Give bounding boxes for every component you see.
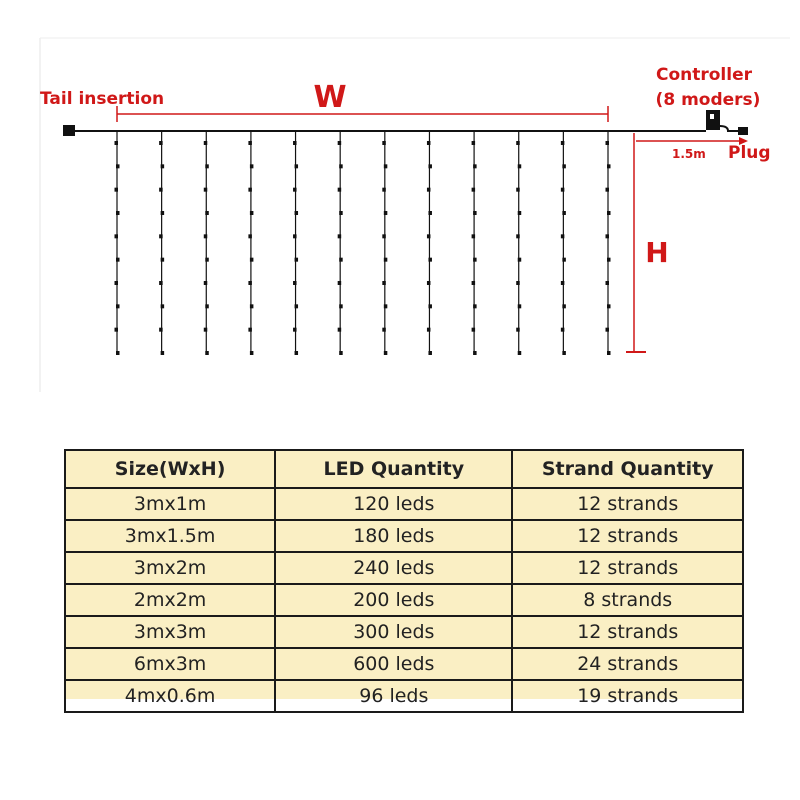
led-bulb [339, 164, 343, 168]
led-bulb [561, 328, 565, 332]
led-bulb [159, 281, 163, 285]
led-bulb [205, 211, 209, 215]
specification-table [64, 449, 744, 713]
led-bulb [382, 234, 386, 238]
led-bulb [382, 188, 386, 192]
led-bulb [248, 188, 252, 192]
table-row [65, 488, 743, 520]
height-label: H [645, 236, 669, 269]
cell-led-quantity: 240 leds [275, 552, 512, 584]
led-bulb [204, 281, 208, 285]
led-bulb [561, 188, 565, 192]
strands-group [115, 131, 611, 355]
led-bulb [561, 141, 565, 145]
led-bulb [161, 211, 165, 215]
led-bulb [295, 351, 299, 355]
table-row [65, 584, 743, 616]
cell-strand-quantity: 19 strands [512, 680, 743, 712]
led-bulb [338, 188, 342, 192]
cell-size: 6mx3m [65, 648, 275, 680]
led-bulb [473, 351, 477, 355]
led-bulb [562, 211, 566, 215]
cell-size: 3mx2m [65, 552, 275, 584]
cell-led-quantity: 96 leds [275, 680, 512, 712]
led-bulb [384, 164, 388, 168]
cell-led-quantity: 180 leds [275, 520, 512, 552]
cable-length-label: 1.5m [672, 147, 706, 161]
led-bulb [205, 164, 209, 168]
led-bulb [115, 281, 119, 285]
led-bulb [159, 188, 163, 192]
led-bulb [250, 258, 254, 262]
led-bulb [473, 304, 477, 308]
tail-insertion-label: Tail insertion [40, 89, 165, 109]
led-bulb [516, 141, 520, 145]
cell-strand-quantity: 12 strands [512, 520, 743, 552]
led-bulb [295, 304, 299, 308]
led-bulb [606, 188, 610, 192]
led-bulb [250, 211, 254, 215]
table-row [65, 520, 743, 552]
led-bulb [295, 164, 299, 168]
led-bulb [204, 188, 208, 192]
led-bulb [382, 141, 386, 145]
led-bulb [295, 211, 299, 215]
led-bulb [518, 258, 522, 262]
header-strand-quantity: Strand Quantity [512, 450, 743, 488]
led-bulb [427, 328, 431, 332]
led-bulb [205, 258, 209, 262]
led-bulb [428, 211, 432, 215]
led-bulb [339, 258, 343, 262]
led-bulb [293, 188, 297, 192]
led-bulb [473, 211, 477, 215]
led-bulb [472, 234, 476, 238]
led-bulb [562, 304, 566, 308]
cell-led-quantity: 600 leds [275, 648, 512, 680]
led-bulb [607, 211, 611, 215]
cell-led-quantity: 200 leds [275, 584, 512, 616]
cell-size: 3mx1.5m [65, 520, 275, 552]
led-bulb [562, 351, 566, 355]
table-row [65, 552, 743, 584]
led-bulb [293, 281, 297, 285]
led-bulb [161, 351, 165, 355]
led-bulb [338, 234, 342, 238]
width-label: W [313, 80, 347, 115]
led-bulb [338, 328, 342, 332]
led-bulb [606, 328, 610, 332]
led-bulb [339, 351, 343, 355]
cell-strand-quantity: 12 strands [512, 616, 743, 648]
controller-box [706, 110, 720, 130]
led-bulb [293, 234, 297, 238]
led-bulb [248, 328, 252, 332]
header-size: Size(WxH) [65, 450, 275, 488]
led-bulb [250, 304, 254, 308]
led-bulb [606, 234, 610, 238]
led-bulb [428, 351, 432, 355]
led-bulb [248, 141, 252, 145]
table-row [65, 680, 743, 712]
led-bulb [384, 304, 388, 308]
led-bulb [427, 281, 431, 285]
led-bulb [516, 328, 520, 332]
led-bulb [472, 328, 476, 332]
controller-button [710, 114, 714, 119]
led-bulb [472, 281, 476, 285]
led-bulb [607, 164, 611, 168]
led-bulb [116, 211, 120, 215]
led-bulb [159, 328, 163, 332]
led-bulb [205, 351, 209, 355]
cell-led-quantity: 120 leds [275, 488, 512, 520]
led-bulb [384, 351, 388, 355]
plug-icon [738, 127, 748, 135]
led-bulb [159, 234, 163, 238]
led-bulb [516, 281, 520, 285]
led-bulb [338, 281, 342, 285]
led-bulb [561, 281, 565, 285]
led-bulb [607, 304, 611, 308]
led-bulb [204, 328, 208, 332]
led-bulb [293, 328, 297, 332]
header-led-quantity: LED Quantity [275, 450, 512, 488]
led-bulb [427, 234, 431, 238]
led-bulb [606, 281, 610, 285]
cell-strand-quantity: 8 strands [512, 584, 743, 616]
led-bulb [518, 304, 522, 308]
led-bulb [518, 211, 522, 215]
specification-table-wrapper [64, 449, 744, 707]
led-bulb [339, 304, 343, 308]
led-bulb [116, 304, 120, 308]
led-bulb [473, 164, 477, 168]
led-bulb [472, 141, 476, 145]
led-bulb [472, 188, 476, 192]
led-bulb [250, 351, 254, 355]
led-bulb [473, 258, 477, 262]
led-bulb [518, 164, 522, 168]
led-bulb [338, 141, 342, 145]
led-bulb [427, 141, 431, 145]
led-bulb [427, 188, 431, 192]
led-bulb [116, 351, 120, 355]
cell-strand-quantity: 12 strands [512, 488, 743, 520]
led-bulb [339, 211, 343, 215]
led-bulb [516, 234, 520, 238]
led-bulb [248, 234, 252, 238]
led-bulb [384, 211, 388, 215]
led-bulb [159, 141, 163, 145]
led-bulb [116, 164, 120, 168]
led-bulb [382, 281, 386, 285]
cell-size: 3mx1m [65, 488, 275, 520]
led-bulb [382, 328, 386, 332]
led-bulb [115, 141, 119, 145]
led-bulb [516, 188, 520, 192]
led-bulb [428, 258, 432, 262]
led-bulb [428, 304, 432, 308]
led-bulb [161, 164, 165, 168]
led-bulb [518, 351, 522, 355]
cell-strand-quantity: 12 strands [512, 552, 743, 584]
cell-size: 4mx0.6m [65, 680, 275, 712]
led-bulb [293, 141, 297, 145]
led-bulb [562, 258, 566, 262]
controller-label: Controller [655, 65, 753, 85]
plug-label: Plug [728, 143, 771, 163]
led-bulb [295, 258, 299, 262]
led-bulb [562, 164, 566, 168]
led-bulb [606, 141, 610, 145]
led-bulb [561, 234, 565, 238]
controller-modes-label: (8 moders) [655, 90, 761, 110]
cell-led-quantity: 300 leds [275, 616, 512, 648]
table-row [65, 616, 743, 648]
led-bulb [384, 258, 388, 262]
led-bulb [115, 188, 119, 192]
led-bulb [428, 164, 432, 168]
led-bulb [115, 328, 119, 332]
led-bulb [204, 141, 208, 145]
led-bulb [161, 304, 165, 308]
led-bulb [607, 258, 611, 262]
tail-connector [63, 125, 75, 136]
table-row [65, 648, 743, 680]
cell-size: 2mx2m [65, 584, 275, 616]
led-bulb [115, 234, 119, 238]
led-bulb [205, 304, 209, 308]
led-bulb [161, 258, 165, 262]
led-bulb [250, 164, 254, 168]
cell-strand-quantity: 24 strands [512, 648, 743, 680]
controller-cable [720, 126, 740, 131]
table-header-row [65, 450, 743, 488]
led-bulb [607, 351, 611, 355]
cell-size: 3mx3m [65, 616, 275, 648]
led-bulb [116, 258, 120, 262]
led-bulb [204, 234, 208, 238]
led-bulb [248, 281, 252, 285]
